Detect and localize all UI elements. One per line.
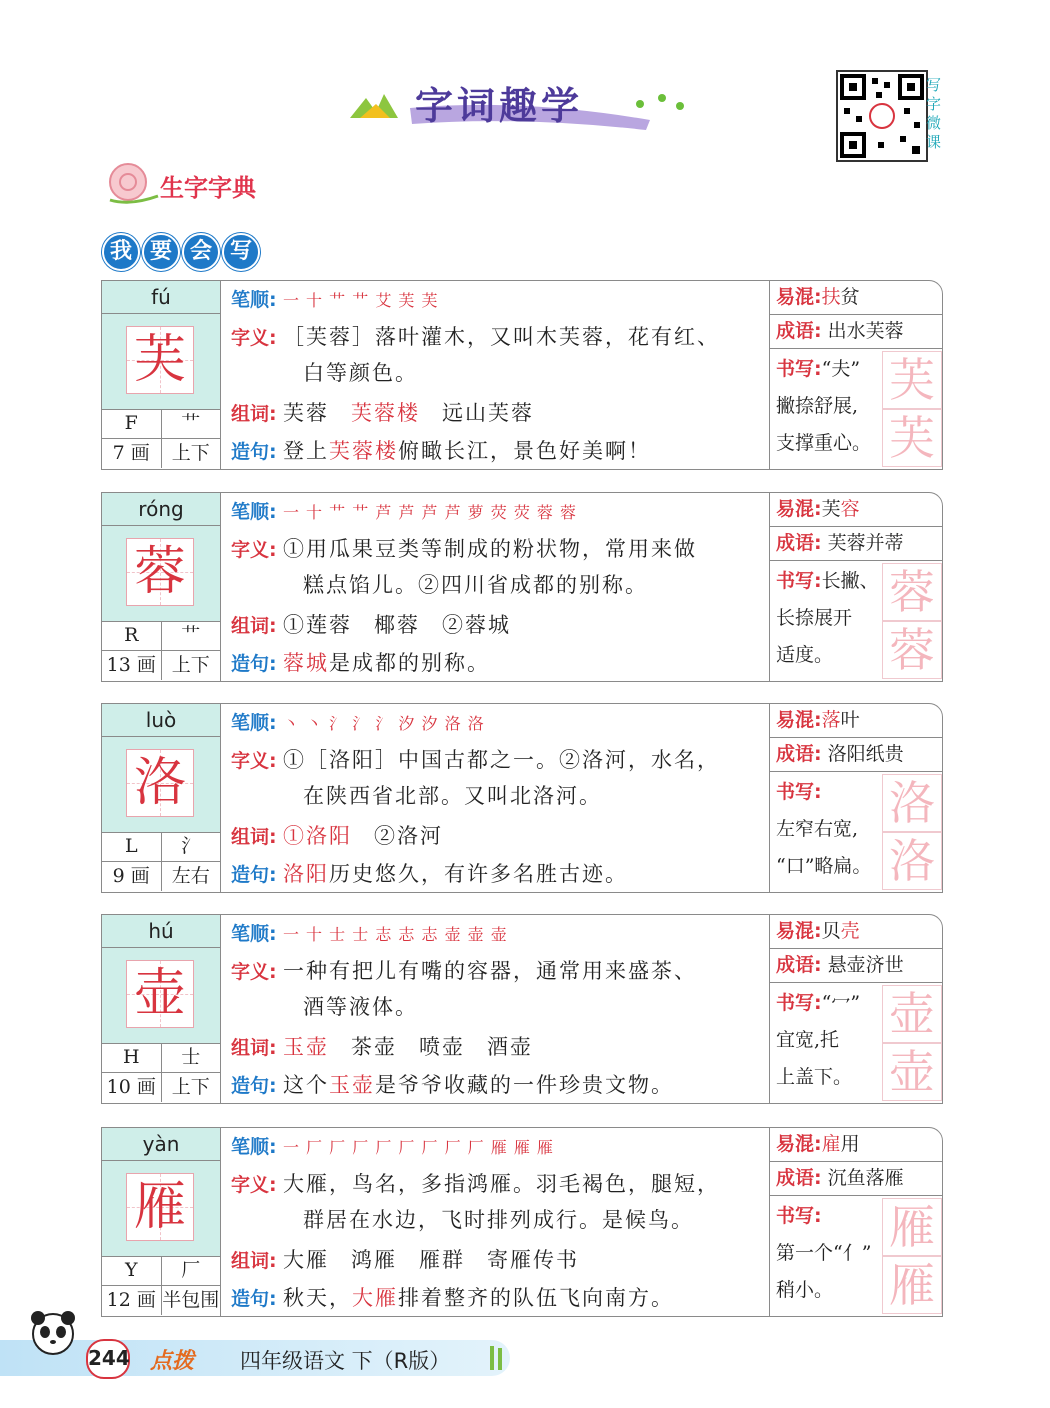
stroke-order-row	[231, 915, 508, 953]
char-meta	[102, 439, 220, 468]
word-item: 芙蓉楼	[350, 401, 420, 425]
meaning-line-1: ①［洛阳］中国古都之一。②洛河，水名，	[282, 748, 720, 772]
pinyin: yàn	[102, 1128, 220, 1161]
practice-char: 壶	[882, 985, 942, 1043]
writing-tip-line: 左窄右宽,	[776, 818, 859, 840]
stroke-order: 一 十 艹 艹 艾 芙 芙	[282, 291, 439, 310]
sub-section-badge	[102, 233, 260, 267]
label-idiom: 成语:	[776, 743, 822, 765]
big-character: 壶	[133, 964, 186, 1024]
label-write: 书写:	[776, 358, 822, 380]
word-item: 鸿雁	[350, 1248, 397, 1272]
writing-tip-line	[776, 1198, 880, 1235]
word-item: ①洛阳	[282, 824, 352, 848]
writing-tip-line: 支撑重心。	[776, 432, 872, 454]
radical: 氵	[181, 835, 201, 857]
stroke-order-row	[231, 281, 439, 319]
idiom-row	[776, 738, 904, 770]
stroke-order-row	[231, 704, 485, 742]
label-order: 笔顺:	[231, 923, 277, 945]
tianzige-grid	[126, 960, 194, 1028]
confuse-row	[776, 281, 860, 313]
label-idiom: 成语:	[776, 320, 822, 342]
words-row	[231, 607, 533, 645]
idiom: 洛阳纸贵	[827, 743, 904, 765]
writing-tip	[776, 774, 880, 885]
words-row	[231, 1029, 555, 1067]
char-meta	[102, 1286, 220, 1315]
badge-char: 会	[182, 233, 220, 271]
word-item: ②洛河	[373, 824, 443, 848]
meaning-line-1: 大雁，鸟名，多指鸿雁。羽毛褐色，腿短，	[282, 1172, 720, 1196]
char-detail	[221, 915, 770, 1103]
label-order: 笔顺:	[231, 501, 277, 523]
radical: 艹	[181, 412, 201, 434]
tips-column	[770, 281, 942, 469]
tips-column	[770, 915, 942, 1103]
meaning-line-1: ［芙蓉］落叶灌木，又叫木芙蓉，花有红、	[282, 325, 720, 349]
writing-tip	[776, 351, 880, 462]
confuse-red: 扶	[821, 286, 841, 308]
confuse-red: 雇	[821, 1133, 841, 1155]
practice-char: 雁	[882, 1256, 942, 1314]
pinyin: fú	[102, 281, 220, 314]
initial-letter: L	[102, 832, 162, 861]
sentence-row	[231, 1280, 674, 1318]
label-confuse: 易混:	[776, 286, 822, 308]
qr-label: 写字微课	[926, 76, 942, 151]
character-card	[101, 914, 943, 1104]
char-info-column	[102, 281, 221, 469]
divider	[770, 982, 942, 983]
tianzige-grid	[126, 326, 194, 394]
sentence-part: 历史悠久，有许多名胜古迹。	[328, 862, 628, 886]
writing-tip-line: 上盖下。	[776, 1066, 853, 1088]
meaning-row	[231, 742, 720, 780]
badge-char: 写	[222, 233, 260, 271]
label-words: 组词:	[231, 1250, 277, 1272]
stroke-count: 10 画	[102, 1073, 162, 1102]
char-box	[102, 526, 220, 622]
label-sentence: 造句:	[231, 653, 277, 675]
divider	[770, 348, 942, 349]
section-title: 生字字典	[160, 174, 256, 202]
stroke-order: 一 十 士 士 志 志 志 壶 壶 壶	[282, 925, 508, 944]
big-character: 雁	[133, 1177, 186, 1237]
idiom-row	[776, 949, 904, 981]
pinyin: hú	[102, 915, 220, 948]
word-item: 玉壶	[282, 1035, 329, 1059]
confuse-rest: 芙	[821, 498, 841, 520]
label-meaning: 字义:	[231, 327, 277, 349]
confuse-rest: 用	[840, 1133, 860, 1155]
word-item: 酒壶	[486, 1035, 533, 1059]
initial-letter: R	[102, 621, 162, 650]
char-box	[102, 314, 220, 410]
divider	[770, 771, 942, 772]
label-confuse: 易混:	[776, 1133, 822, 1155]
char-info-column	[102, 915, 221, 1103]
structure: 半包围	[162, 1289, 220, 1311]
meaning-row-2	[303, 1202, 694, 1239]
writing-tip	[776, 1198, 880, 1309]
char-box	[102, 1161, 220, 1257]
label-idiom: 成语:	[776, 954, 822, 976]
meaning-row	[231, 1166, 720, 1204]
idiom: 悬壶济世	[827, 954, 904, 976]
sentence-part: 洛阳	[282, 862, 329, 886]
bamboo-icon	[486, 1344, 508, 1372]
tips-column	[770, 493, 942, 681]
char-info-column	[102, 704, 221, 892]
tianzige-grid	[126, 538, 194, 606]
sentence-part: 秋天，	[282, 1286, 352, 1310]
label-confuse: 易混:	[776, 920, 822, 942]
meaning-row-2	[303, 989, 418, 1026]
sentence-part: 排着整齐的队伍飞向南方。	[397, 1286, 674, 1310]
divider	[770, 560, 942, 561]
char-meta	[102, 409, 220, 439]
sentence-part: 这个	[282, 1073, 329, 1097]
char-info-column	[102, 1128, 221, 1316]
badge-char: 要	[142, 233, 180, 271]
practice-char: 洛	[882, 774, 942, 832]
char-box	[102, 948, 220, 1044]
label-write: 书写:	[776, 1205, 822, 1227]
sentence-part: 大雁	[351, 1286, 398, 1310]
character-card	[101, 492, 943, 682]
label-sentence: 造句:	[231, 441, 277, 463]
writing-tip-line	[776, 774, 880, 811]
sentence-row	[231, 433, 651, 471]
label-words: 组词:	[231, 615, 277, 637]
label-order: 笔顺:	[231, 1136, 277, 1158]
initial-letter: F	[102, 409, 162, 438]
idiom-row	[776, 527, 904, 559]
char-meta	[102, 1256, 220, 1286]
char-info-column	[102, 493, 221, 681]
radical: 士	[181, 1046, 201, 1068]
meaning-row-2	[303, 567, 648, 604]
idiom: 沉鱼落雁	[827, 1167, 904, 1189]
word-item: 椰蓉	[373, 613, 420, 637]
stroke-count: 12 画	[102, 1286, 162, 1315]
stroke-order-row	[231, 1128, 554, 1166]
big-character: 蓉	[133, 542, 186, 602]
structure: 上下	[171, 442, 210, 464]
label-meaning: 字义:	[231, 539, 277, 561]
initial-letter: H	[102, 1043, 162, 1072]
panda-icon	[26, 1306, 80, 1360]
stroke-order: 丶 丶 氵 氵 氵 汐 汐 洛 洛	[282, 714, 485, 733]
structure: 上下	[171, 1076, 210, 1098]
meaning-row	[231, 319, 720, 357]
big-character: 芙	[133, 330, 186, 390]
structure: 上下	[171, 654, 210, 676]
word-item: 大雁	[282, 1248, 329, 1272]
words-row	[231, 818, 465, 856]
sentence-part: 芙蓉楼	[328, 439, 398, 463]
tianzige-grid	[126, 1173, 194, 1241]
confuse-rest: 贝	[821, 920, 841, 942]
label-sentence: 造句:	[231, 1288, 277, 1310]
tianzige-grid	[126, 749, 194, 817]
sentence-part: 登上	[282, 439, 329, 463]
label-order: 笔顺:	[231, 289, 277, 311]
label-meaning: 字义:	[231, 1174, 277, 1196]
label-write: 书写:	[776, 570, 822, 592]
character-card	[101, 703, 943, 893]
idiom-row	[776, 315, 904, 347]
tips-column	[770, 1128, 942, 1316]
meaning-row-2	[303, 355, 418, 392]
meaning-row	[231, 953, 697, 991]
stroke-count: 9 画	[102, 862, 162, 891]
writing-tip-line: 书写:“冖”	[776, 992, 861, 1014]
confuse-row	[776, 704, 860, 736]
label-words: 组词:	[231, 1037, 277, 1059]
word-item: 寄雁传书	[486, 1248, 579, 1272]
practice-char: 蓉	[882, 563, 942, 621]
label-meaning: 字义:	[231, 750, 277, 772]
meaning-line-1: 一种有把儿有嘴的容器，通常用来盛茶、	[282, 959, 697, 983]
label-idiom: 成语:	[776, 1167, 822, 1189]
writing-tip-line: 书写:长撇、	[776, 570, 879, 592]
char-meta	[102, 1043, 220, 1073]
book-title: 四年级语文 下（R版）	[240, 1349, 451, 1373]
writing-tip	[776, 985, 880, 1096]
stroke-order: 一 厂 厂 厂 厂 厂 厂 厂 厂 雁 雁 雁	[282, 1138, 554, 1157]
meaning-row-2	[303, 778, 602, 815]
confuse-rest: 贫	[840, 286, 860, 308]
brand-logo: 点拨	[150, 1349, 195, 1374]
label-sentence: 造句:	[231, 864, 277, 886]
label-write: 书写:	[776, 781, 822, 803]
sentence-part: 俯瞰长江，景色好美啊！	[397, 439, 651, 463]
idiom-row	[776, 1162, 904, 1194]
label-confuse: 易混:	[776, 498, 822, 520]
meaning-line-2: 群居在水边，飞时排列成行。是候鸟。	[303, 1208, 694, 1232]
structure: 左右	[171, 865, 210, 887]
badge-char: 我	[102, 233, 140, 271]
confuse-red: 容	[840, 498, 860, 520]
label-words: 组词:	[231, 403, 277, 425]
char-detail	[221, 704, 770, 892]
confuse-red: 落	[821, 709, 841, 731]
idiom: 芙蓉并蒂	[827, 532, 904, 554]
confuse-row	[776, 1128, 860, 1160]
qr-code-icon[interactable]	[836, 70, 928, 162]
writing-tip-line: 撇捺舒展,	[776, 395, 859, 417]
char-meta	[102, 862, 220, 891]
character-card	[101, 1127, 943, 1317]
meaning-line-1: ①用瓜果豆类等制成的粉状物，常用来做	[282, 537, 697, 561]
sentence-part: 蓉城	[282, 651, 329, 675]
stroke-order: 一 十 艹 艹 芦 芦 芦 芦 萝 荧 荧 蓉 蓉	[282, 503, 578, 522]
practice-char: 雁	[882, 1198, 942, 1256]
practice-char: 壶	[882, 1043, 942, 1101]
word-item: 远山芙蓉	[441, 401, 534, 425]
stroke-count: 7 画	[102, 439, 162, 468]
writing-tip	[776, 563, 880, 674]
char-box	[102, 737, 220, 833]
writing-tip-line: 稍小。	[776, 1279, 834, 1301]
char-detail	[221, 493, 770, 681]
big-character: 洛	[133, 753, 186, 813]
label-write: 书写:	[776, 992, 822, 1014]
sentence-row	[231, 1067, 674, 1105]
meaning-line-2: 糕点馅儿。②四川省成都的别称。	[303, 573, 648, 597]
writing-tip-line: “口”略扁。	[776, 855, 872, 877]
writing-tip-line: 第一个“亻”	[776, 1242, 872, 1264]
sentence-part: 是爷爷收藏的一件珍贵文物。	[374, 1073, 674, 1097]
meaning-row	[231, 531, 697, 569]
character-card	[101, 280, 943, 470]
char-detail	[221, 281, 770, 469]
practice-char: 芙	[882, 409, 942, 467]
meaning-line-2: 白等颜色。	[303, 361, 418, 385]
label-confuse: 易混:	[776, 709, 822, 731]
char-meta	[102, 621, 220, 651]
label-idiom: 成语:	[776, 532, 822, 554]
practice-char: 洛	[882, 832, 942, 890]
label-words: 组词:	[231, 826, 277, 848]
label-order: 笔顺:	[231, 712, 277, 734]
pinyin: róng	[102, 493, 220, 526]
word-item: 雁群	[418, 1248, 465, 1272]
sentence-row	[231, 645, 490, 683]
word-item: 茶壶	[350, 1035, 397, 1059]
pinyin: luò	[102, 704, 220, 737]
practice-char: 蓉	[882, 621, 942, 679]
char-meta	[102, 651, 220, 680]
stroke-count: 13 画	[102, 651, 162, 680]
initial-letter: Y	[102, 1256, 162, 1285]
stroke-order-row	[231, 493, 577, 531]
char-meta	[102, 1073, 220, 1102]
words-row	[231, 1242, 601, 1280]
confuse-row	[776, 493, 860, 525]
char-detail	[221, 1128, 770, 1316]
writing-tip-line: 宜宽,托	[776, 1029, 840, 1051]
confuse-rest: 叶	[840, 709, 860, 731]
page-number: 244	[86, 1339, 130, 1379]
words-row	[231, 395, 556, 433]
radical: 厂	[181, 1259, 201, 1281]
word-item: 喷壶	[418, 1035, 465, 1059]
label-sentence: 造句:	[231, 1075, 277, 1097]
radical: 艹	[181, 624, 201, 646]
sentence-row	[231, 856, 628, 894]
tips-column	[770, 704, 942, 892]
snail-icon	[100, 160, 160, 206]
writing-tip-line: 长捺展开	[776, 607, 853, 629]
sentence-part: 玉壶	[328, 1073, 375, 1097]
idiom: 出水芙蓉	[827, 320, 904, 342]
page-title: 字词趣学	[415, 84, 584, 128]
label-meaning: 字义:	[231, 961, 277, 983]
word-item: ①莲蓉	[282, 613, 352, 637]
word-item: ②蓉城	[441, 613, 511, 637]
divider	[770, 1195, 942, 1196]
practice-char: 芙	[882, 351, 942, 409]
writing-tip-line: 书写:“夫”	[776, 358, 861, 380]
meaning-line-2: 在陕西省北部。又叫北洛河。	[303, 784, 602, 808]
writing-tip-line: 适度。	[776, 644, 834, 666]
meaning-line-2: 酒等液体。	[303, 995, 418, 1019]
word-item: 芙蓉	[282, 401, 329, 425]
confuse-row	[776, 915, 860, 947]
sentence-part: 是成都的别称。	[328, 651, 490, 675]
char-meta	[102, 832, 220, 862]
confuse-red: 壳	[840, 920, 860, 942]
